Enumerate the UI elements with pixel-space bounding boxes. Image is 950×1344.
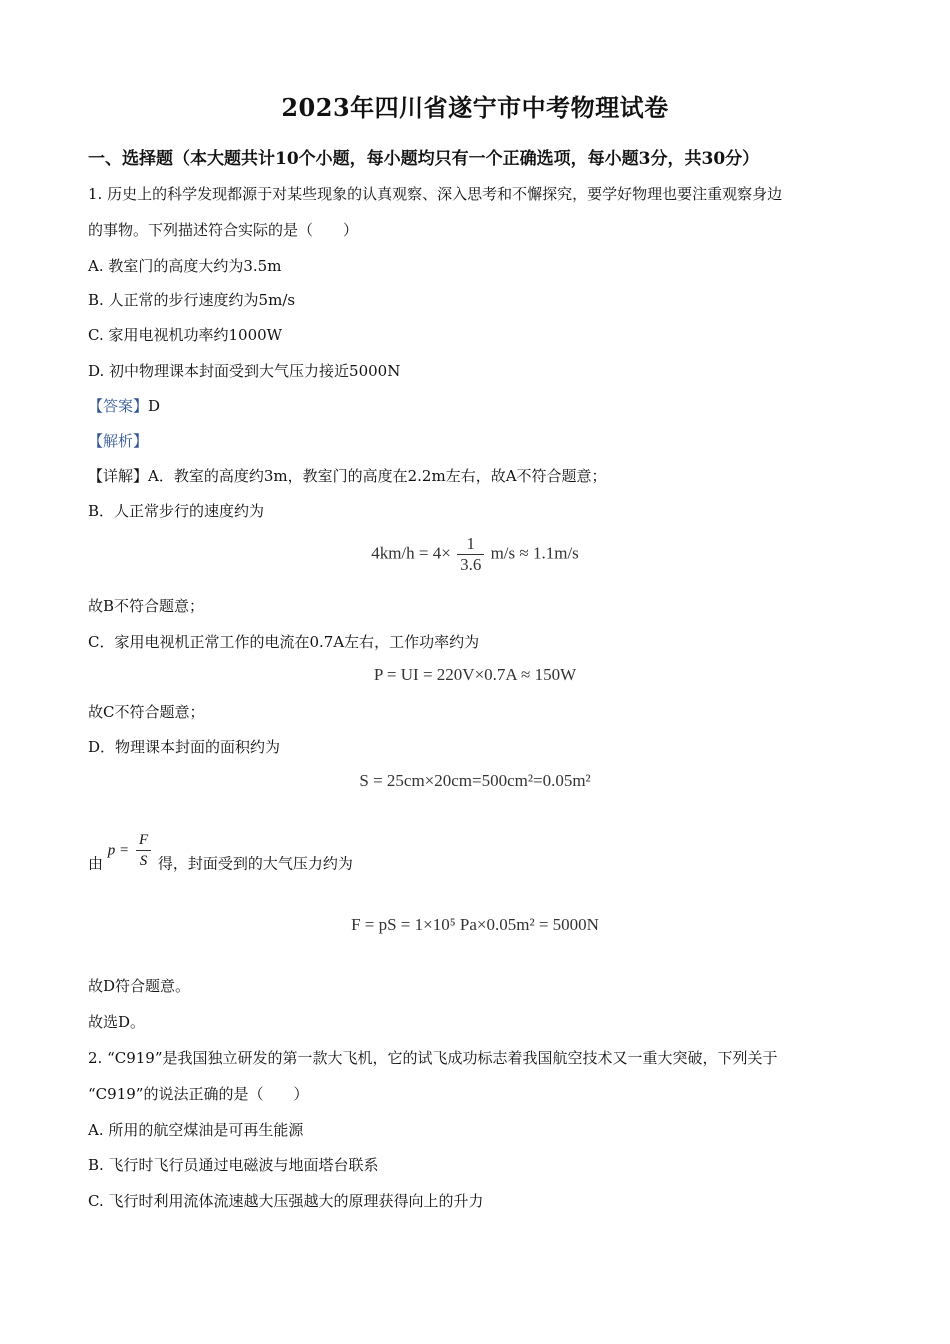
conclusion-c: 故C不符合题意；: [88, 703, 205, 721]
q1-stem-line2: 的事物。下列描述符合实际的是（ ）: [88, 221, 359, 239]
q1-stem-line1: 1. 历史上的科学发现都源于对某些现象的认真观察、深入思考和不懈探究，要学好物理也要注重观察身边: [88, 185, 783, 203]
formula-b-right: m/s ≈ 1.1m/s: [490, 543, 579, 563]
conclusion-d: 故D符合题意。: [88, 977, 191, 995]
analysis-tag: 【解析】: [88, 432, 149, 450]
q1-option-b: B. 人正常的步行速度约为5m/s: [88, 291, 296, 309]
q1-option-a: A. 教室门的高度大约为3.5m: [88, 257, 282, 275]
by-formula-fraction: [136, 830, 151, 871]
q1-answer-line: [88, 396, 878, 416]
q2-stem-line2: “C919”的说法正确的是（ ）: [88, 1085, 309, 1103]
q1-option-c: C. 家用电视机功率约1000W: [88, 326, 283, 344]
final-answer: 故选D。: [88, 1013, 146, 1031]
detail-d-text: D．物理课本封面的面积约为: [88, 738, 281, 756]
answer-tag: 【答案】: [88, 397, 149, 415]
detail-c-text: C．家用电视机正常工作的电流在0.7A左右，工作功率约为: [88, 633, 480, 651]
by-suffix: 得，封面受到的大气压力约为: [157, 854, 353, 873]
detail-tag: 【详解】: [88, 467, 149, 485]
q2-stem-line1: 2. “C919”是我国独立研发的第一款大飞机，它的试飞成功标志着我国航空技术又一重大突破，下列关于: [88, 1049, 778, 1067]
q1-option-d: D. 初中物理课本封面受到大气压力接近5000N: [88, 362, 401, 380]
formula-b-left: 4km/h = 4×: [371, 543, 451, 563]
formula-b-denominator: 3.6: [460, 555, 482, 574]
by-prefix: 由: [88, 854, 104, 873]
section-heading: 一、选择题（本大题共计10个小题，每小题均只有一个正确选项，每小题3分，共30分）: [88, 149, 760, 169]
by-formula-left: p =: [107, 842, 130, 859]
by-formula-denominator: S: [139, 853, 148, 869]
q2-option-a: A. 所用的航空煤油是可再生能源: [88, 1121, 304, 1139]
detail-b-text: B．人正常步行的速度约为: [88, 502, 265, 520]
conclusion-b: 故B不符合题意；: [88, 597, 205, 615]
formula-b-fraction: [457, 534, 484, 575]
formula-c: P = UI = 220V×0.7A ≈ 150W: [373, 665, 577, 684]
formula-f: F = pS = 1×10⁵ Pa×0.05m² = 5000N: [351, 915, 599, 934]
q2-option-c: C. 飞行时利用流体流速越大压强越大的原理获得向上的升力: [88, 1192, 484, 1210]
formula-b: [0, 534, 950, 575]
exam-title: 2023年四川省遂宁市中考物理试卷: [281, 93, 669, 122]
by-formula-numerator: F: [136, 830, 151, 851]
q2-option-b: B. 飞行时飞行员通过电磁波与地面塔台联系: [88, 1156, 379, 1174]
detail-a-line: [88, 466, 878, 486]
detail-a-text: A．教室的高度约3m，教室门的高度在2.2m左右，故A不符合题意；: [148, 467, 607, 485]
pressure-relation-line: [88, 830, 878, 876]
answer-value: D: [148, 397, 161, 415]
formula-d: S = 25cm×20cm=500cm²=0.05m²: [359, 771, 591, 790]
formula-b-numerator: 1: [457, 534, 484, 555]
